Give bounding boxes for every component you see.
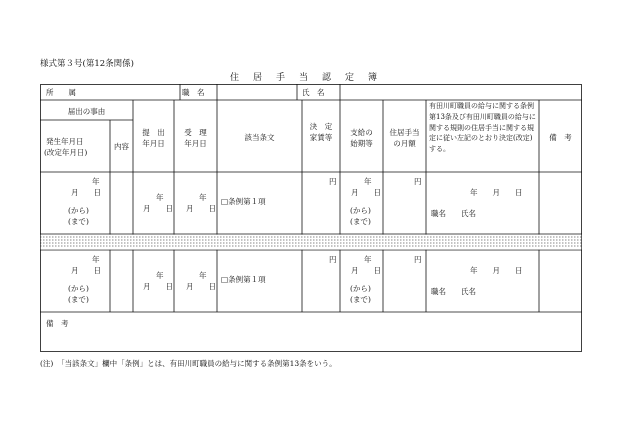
decided-rent-label-2: 家賃等: [309, 133, 333, 142]
entry2-determination-date: 年 月 日: [470, 266, 523, 275]
submission-date-label-2: 年月日: [142, 139, 165, 148]
entry1-submission-year: 年: [156, 193, 164, 202]
entry2-month-day: 月 日: [71, 266, 101, 275]
entry1-start-year: 年: [364, 177, 372, 186]
payment-start-label-2: 始期等: [350, 139, 373, 148]
receipt-date-label-2: 年月日: [184, 139, 207, 148]
reason-header: 届出の事由: [67, 107, 106, 116]
entry2-start-from: (から): [350, 284, 371, 293]
entry1-submission-month-day: 月 日: [143, 204, 173, 213]
entry1-receipt-month-day: 月 日: [186, 204, 216, 213]
affiliation-label: 所 属: [46, 88, 76, 97]
entry2-receipt-month-day: 月 日: [186, 282, 216, 291]
entry1-start-month-day: 月 日: [351, 188, 381, 197]
entry2-year: 年: [92, 255, 100, 264]
decided-rent-label-1: 決 定: [309, 122, 333, 131]
occurrence-date-label: 発生年月日: [46, 137, 84, 146]
entry2-start-year: 年: [364, 255, 372, 264]
entry1-start-from: (から): [350, 206, 371, 215]
entry2-signature: 職名 氏名: [431, 287, 476, 296]
entry1-determination-date: 年 月 日: [470, 188, 523, 197]
entry1-receipt-year: 年: [199, 193, 207, 202]
entry1-allowance-yen: 円: [414, 177, 422, 186]
allowance-register-table: [40, 84, 582, 352]
entry2-receipt-year: 年: [199, 271, 207, 280]
entry1-start-to: (まで): [350, 217, 371, 226]
entry1-to: (まで): [68, 217, 89, 226]
entry1-year: 年: [92, 177, 100, 186]
name-label: 氏 名: [302, 88, 325, 97]
entry2-to: (まで): [68, 295, 89, 304]
footnote: (注) 「当該条文」欄中「条例」とは、有田川町職員の給与に関する条例第13条をいう。: [40, 359, 337, 368]
entry1-month-day: 月 日: [71, 188, 101, 197]
receipt-date-label-1: 受 理: [184, 128, 207, 137]
form-code: 様式第３号(第12条関係): [40, 59, 134, 69]
determination-statement: 有田川町職員の給与に関する条例第13条及び有田川町職員の給与に関する規則の住居手当に関する規定に従い左記のとおり決定(改定)する。: [429, 102, 536, 154]
position-label: 職 名: [182, 88, 205, 97]
entry2-rent-yen: 円: [329, 255, 337, 264]
payment-start-label-1: 支給の: [350, 128, 373, 137]
submission-date-label-1: 提 出: [142, 128, 165, 137]
entry2-start-month-day: 月 日: [351, 266, 381, 275]
entry1-clause: □条例第１項: [221, 197, 266, 206]
entry2-allowance-yen: 円: [414, 255, 422, 264]
entry2-clause: □条例第１項: [221, 275, 266, 284]
entry1-rent-yen: 円: [329, 177, 337, 186]
applicable-clause-label: 該当条文: [244, 133, 275, 142]
page-title: 住居手当認定簿: [230, 73, 392, 83]
entry1-from: (から): [68, 206, 89, 215]
entry2-start-to: (まで): [350, 295, 371, 304]
entry1-signature: 職名 氏名: [431, 209, 476, 218]
entry2-from: (から): [68, 284, 89, 293]
entry2-submission-year: 年: [156, 271, 164, 280]
content-label: 内容: [114, 142, 129, 151]
entry2-submission-month-day: 月 日: [143, 282, 173, 291]
allowance-monthly-label-1: 住居手当: [389, 128, 420, 137]
occurrence-date-revised-label: (改定年月日): [44, 148, 88, 157]
bottom-remarks-label: 備 考: [46, 319, 69, 328]
remarks-column-label: 備 考: [549, 133, 572, 142]
allowance-monthly-label-2: の月額: [393, 139, 416, 148]
